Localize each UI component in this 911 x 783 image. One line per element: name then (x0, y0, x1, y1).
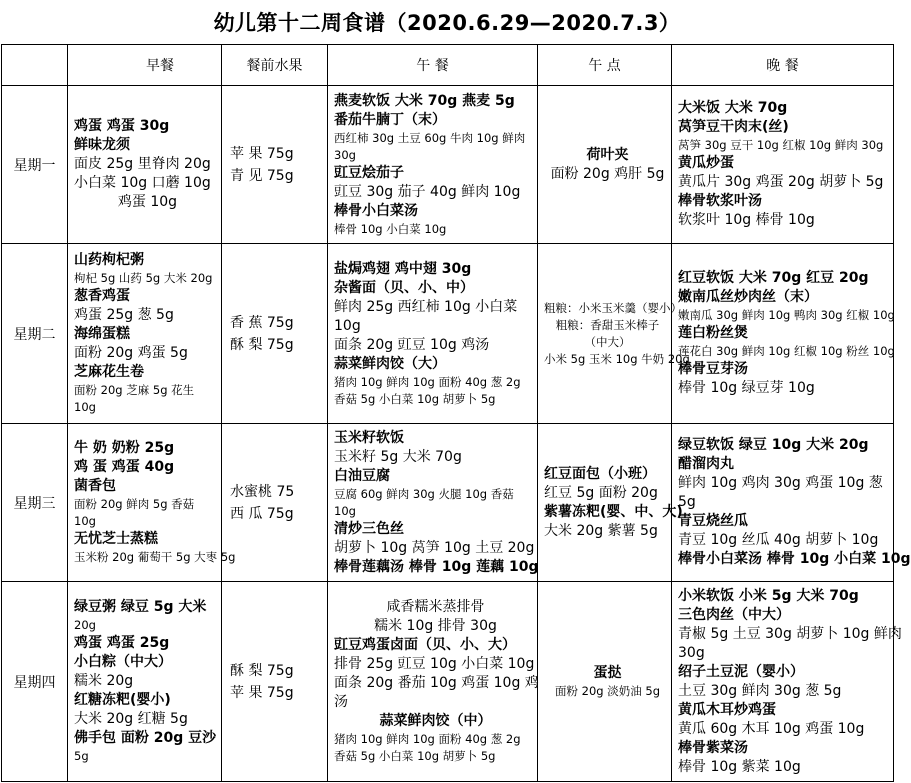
breakfast-line: 鸡 蛋 鸡蛋 40g (74, 459, 175, 475)
dinner-line: 醋溜肉丸 (678, 456, 734, 472)
lunch-line: 鲜肉 25g 西红柿 10g 小白菜 (334, 298, 518, 315)
lunch-cell (328, 86, 538, 244)
lunch-line: 咸香糯米蒸排骨 (386, 599, 485, 615)
breakfast-line: 面粉 20g 芝麻 5g 花生 (74, 383, 195, 397)
breakfast-line: 10g (74, 400, 96, 414)
lunch-line: 玉米籽软饭 (334, 429, 404, 446)
fruit-cell (222, 244, 328, 424)
lunch-line: 30g (334, 147, 356, 162)
dinner-line: 青椒 5g 土豆 30g 胡萝卜 10g 鲜肉 (678, 625, 902, 642)
breakfast-line: 无忧芝士蒸糕 (74, 531, 158, 547)
page-title: 幼儿第十二周食谱（2020.6.29—2020.7.3） (213, 11, 681, 35)
snack-line: 红豆面包（小班） (544, 465, 656, 482)
dinner-line: 莲花白 30g 鲜肉 10g 红椒 10g 粉丝 10g (678, 344, 895, 358)
lunch-line: 豇豆 30g 茄子 40g 鲜肉 10g (334, 183, 521, 200)
dinner-line: 绍子土豆泥（婴小） (678, 663, 804, 680)
breakfast-line: 红糖冻粑(婴小) (74, 692, 171, 708)
snack-line: 面粉 20g 鸡肝 5g (550, 165, 665, 182)
snack-line: 红豆 5g 面粉 20g (544, 484, 658, 501)
fruit-cell (222, 582, 328, 782)
breakfast-line: 小白粽（中大） (74, 654, 172, 670)
breakfast-line: 糯米 20g (74, 673, 134, 689)
snack-line: 小米 5g 玉米 10g 牛奶 20g (544, 351, 690, 366)
fruit-line: 酥 梨 75g (230, 336, 294, 353)
lunch-line: 香菇 5g 小白菜 10g 胡萝卜 5g (334, 391, 496, 406)
dinner-line: 青豆 10g 丝瓜 40g 胡萝卜 10g (678, 532, 879, 548)
dinner-line: 黄瓜炒蛋 (678, 155, 734, 171)
breakfast-line: 山药枸杞粥 (74, 252, 144, 268)
lunch-line: 10g (334, 317, 361, 334)
dinner-line: 莲白粉丝煲 (678, 325, 748, 341)
day-row (2, 424, 894, 582)
fruit-cell (222, 424, 328, 582)
lunch-line: 香菇 5g 小白菜 10g 胡萝卜 5g (334, 749, 496, 763)
breakfast-line: 牛 奶 奶粉 25g (74, 440, 175, 456)
lunch-cell (328, 244, 538, 424)
fruit-line: 酥 梨 75g (230, 662, 294, 679)
breakfast-line: 菌香包 (74, 478, 116, 494)
fruit-line: 水蜜桃 75 (230, 483, 295, 500)
dinner-line: 三色肉丝（中大） (678, 606, 790, 623)
lunch-line: 排骨 25g 豇豆 10g 小白菜 10g (334, 656, 535, 672)
header-dinner: 晚 餐 (672, 45, 894, 86)
dinner-line: 黄瓜木耳炒鸡蛋 (678, 701, 776, 718)
breakfast-line: 佛手包 面粉 20g 豆沙 (74, 730, 217, 746)
dinner-line: 嫩南瓜丝炒肉丝（末） (678, 289, 818, 305)
breakfast-line: 鸡蛋 鸡蛋 30g (74, 118, 170, 134)
day-label: 星期三 (2, 424, 68, 582)
lunch-line: 豇豆烩茄子 (334, 164, 404, 181)
lunch-line: 胡萝卜 10g 莴笋 10g 土豆 20g (334, 539, 535, 556)
lunch-line: 汤 (334, 694, 348, 710)
dinner-cell (672, 86, 894, 244)
lunch-line: 燕麦软饭 大米 70g 燕麦 5g (334, 92, 515, 109)
snack-line: 粗粮：小米玉米羹（婴小） (544, 300, 682, 315)
breakfast-line: 海绵蛋糕 (74, 326, 130, 342)
lunch-line: 棒骨莲藕汤 棒骨 10g 莲藕 10g (334, 558, 539, 575)
snack-line: 荷叶夹 (586, 146, 629, 163)
snack-line: 紫薯冻粑(婴、中、大) (544, 503, 683, 520)
menu-table (1, 44, 911, 782)
fruit-line: 香 蕉 75g (230, 314, 294, 331)
dinner-line: 嫩南瓜 30g 鲜肉 10g 鸭肉 30g 红椒 10g (678, 308, 895, 322)
dinner-line: 5g (678, 494, 696, 510)
dinner-line: 黄瓜 60g 木耳 10g 鸡蛋 10g (678, 720, 865, 737)
dinner-line: 软浆叶 10g 棒骨 10g (678, 212, 815, 228)
dinner-line: 30g (678, 644, 705, 661)
fruit-line: 西 瓜 75g (230, 505, 294, 522)
dinner-line: 棒骨软浆叶汤 (678, 193, 762, 209)
dinner-line: 棒骨豆芽汤 (678, 361, 748, 377)
breakfast-line: 小白菜 10g 口蘑 10g (74, 175, 211, 191)
header-snack: 午 点 (538, 45, 672, 86)
breakfast-line: 鸡蛋 鸡蛋 25g (74, 635, 170, 651)
snack-cell (538, 244, 690, 424)
header-lunch: 午 餐 (328, 45, 538, 86)
dinner-line: 绿豆软饭 绿豆 10g 大米 20g (678, 437, 869, 453)
breakfast-cell (68, 86, 222, 244)
dinner-line: 莴笋豆干肉末(丝) (678, 119, 789, 135)
menu-body (2, 86, 911, 782)
day-label: 星期四 (2, 582, 68, 782)
header-fruit: 餐前水果 (222, 45, 328, 86)
dinner-line: 青豆烧丝瓜 (678, 513, 748, 529)
dinner-line: 鲜肉 10g 鸡肉 30g 鸡蛋 10g 葱 (678, 475, 883, 491)
dinner-cell (672, 424, 911, 582)
dinner-line: 大米饭 大米 70g (678, 100, 788, 116)
dinner-line: 棒骨紫菜汤 (678, 739, 748, 756)
lunch-line: 清炒三色丝 (334, 520, 404, 537)
breakfast-line: 玉米粉 20g 葡萄干 5g 大枣 5g (74, 550, 236, 564)
dinner-cell (672, 244, 894, 424)
lunch-line: 猪肉 10g 鲜肉 10g 面粉 40g 葱 2g (334, 732, 521, 746)
dinner-line: 棒骨 10g 绿豆芽 10g (678, 380, 815, 396)
snack-line: 大米 20g 紫薯 5g (544, 522, 658, 539)
lunch-line: 面条 20g 豇豆 10g 鸡汤 (334, 336, 490, 353)
dinner-line: 棒骨小白菜汤 棒骨 10g 小白菜 10g (678, 551, 911, 567)
breakfast-line: 面粉 20g 鸡蛋 5g (74, 345, 188, 361)
lunch-line: 西红柿 30g 土豆 60g 牛肉 10g 鲜肉 (334, 130, 526, 145)
lunch-line: 白油豆腐 (334, 467, 390, 484)
lunch-line: 蒜菜鲜肉饺（中） (379, 713, 492, 729)
lunch-line: 棒骨 10g 小白菜 10g (334, 221, 447, 236)
breakfast-line: 鲜味龙须 (74, 137, 130, 153)
lunch-line: 番茄牛腩丁（末） (334, 111, 446, 128)
fruit-cell (222, 86, 328, 244)
snack-cell (538, 582, 672, 782)
lunch-line: 棒骨小白菜汤 (334, 202, 418, 219)
lunch-line: 10g (334, 503, 356, 518)
lunch-line: 玉米籽 5g 大米 70g (334, 448, 462, 465)
snack-cell (538, 424, 683, 582)
lunch-cell (328, 582, 538, 782)
breakfast-line: 面皮 25g 里脊肉 20g (74, 156, 211, 172)
lunch-line: 杂酱面（贝、小、中） (334, 279, 474, 296)
lunch-cell (328, 424, 538, 582)
dinner-line: 小米软饭 小米 5g 大米 70g (678, 587, 859, 604)
day-row (2, 244, 894, 424)
breakfast-line: 大米 20g 红糖 5g (74, 711, 188, 727)
snack-line: （中大） (584, 334, 631, 349)
snack-cell (538, 86, 672, 244)
dinner-line: 土豆 30g 鲜肉 30g 葱 5g (678, 682, 842, 699)
snack-line: 粗粮：香甜玉米棒子 (555, 317, 660, 332)
snack-line: 面粉 20g 淡奶油 5g (554, 683, 660, 698)
breakfast-cell (68, 424, 236, 582)
dinner-cell (672, 582, 902, 782)
breakfast-line: 20g (74, 618, 96, 632)
lunch-line: 豆腐 60g 鲜肉 30g 火腿 10g 香菇 (334, 486, 514, 501)
breakfast-line: 芝麻花生卷 (74, 364, 144, 380)
day-label: 星期二 (2, 244, 68, 424)
fruit-line: 苹 果 75g (230, 145, 294, 162)
breakfast-cell (68, 244, 222, 424)
breakfast-line: 葱香鸡蛋 (74, 288, 130, 304)
dinner-line: 红豆软饭 大米 70g 红豆 20g (678, 270, 869, 286)
breakfast-line: 10g (74, 514, 96, 528)
fruit-line: 苹 果 75g (230, 684, 294, 701)
breakfast-line: 鸡蛋 25g 葱 5g (74, 307, 174, 323)
breakfast-line: 绿豆粥 绿豆 5g 大米 (74, 599, 207, 615)
day-row (2, 86, 894, 244)
dinner-line: 黄瓜片 30g 鸡蛋 20g 胡萝卜 5g (678, 174, 884, 190)
breakfast-line: 枸杞 5g 山药 5g 大米 20g (74, 271, 213, 285)
lunch-line: 猪肉 10g 鲜肉 10g 面粉 40g 葱 2g (334, 374, 521, 389)
lunch-line: 面条 20g 番茄 10g 鸡蛋 10g 鸡 (334, 675, 539, 691)
lunch-line: 糯米 10g 排骨 30g (374, 618, 497, 634)
breakfast-line: 5g (74, 749, 89, 763)
day-label: 星期一 (2, 86, 68, 244)
dinner-line: 莴笋 30g 豆干 10g 红椒 10g 鲜肉 30g (678, 138, 884, 152)
dinner-line: 棒骨 10g 紫菜 10g (678, 758, 801, 775)
breakfast-line: 鸡蛋 10g (117, 194, 178, 210)
fruit-line: 青 见 75g (230, 167, 294, 184)
breakfast-cell (68, 582, 222, 782)
breakfast-line: 面粉 20g 鲜肉 5g 香菇 (74, 497, 195, 511)
header-breakfast: 早餐 (68, 45, 222, 86)
lunch-line: 豇豆鸡蛋卤面（贝、小、大） (334, 637, 516, 653)
snack-line: 蛋挞 (593, 664, 622, 681)
lunch-line: 盐焗鸡翅 鸡中翅 30g (334, 260, 472, 277)
lunch-line: 蒜菜鲜肉饺（大） (334, 355, 446, 372)
day-row (2, 582, 894, 782)
header-day (2, 45, 68, 86)
header-row (2, 45, 894, 86)
